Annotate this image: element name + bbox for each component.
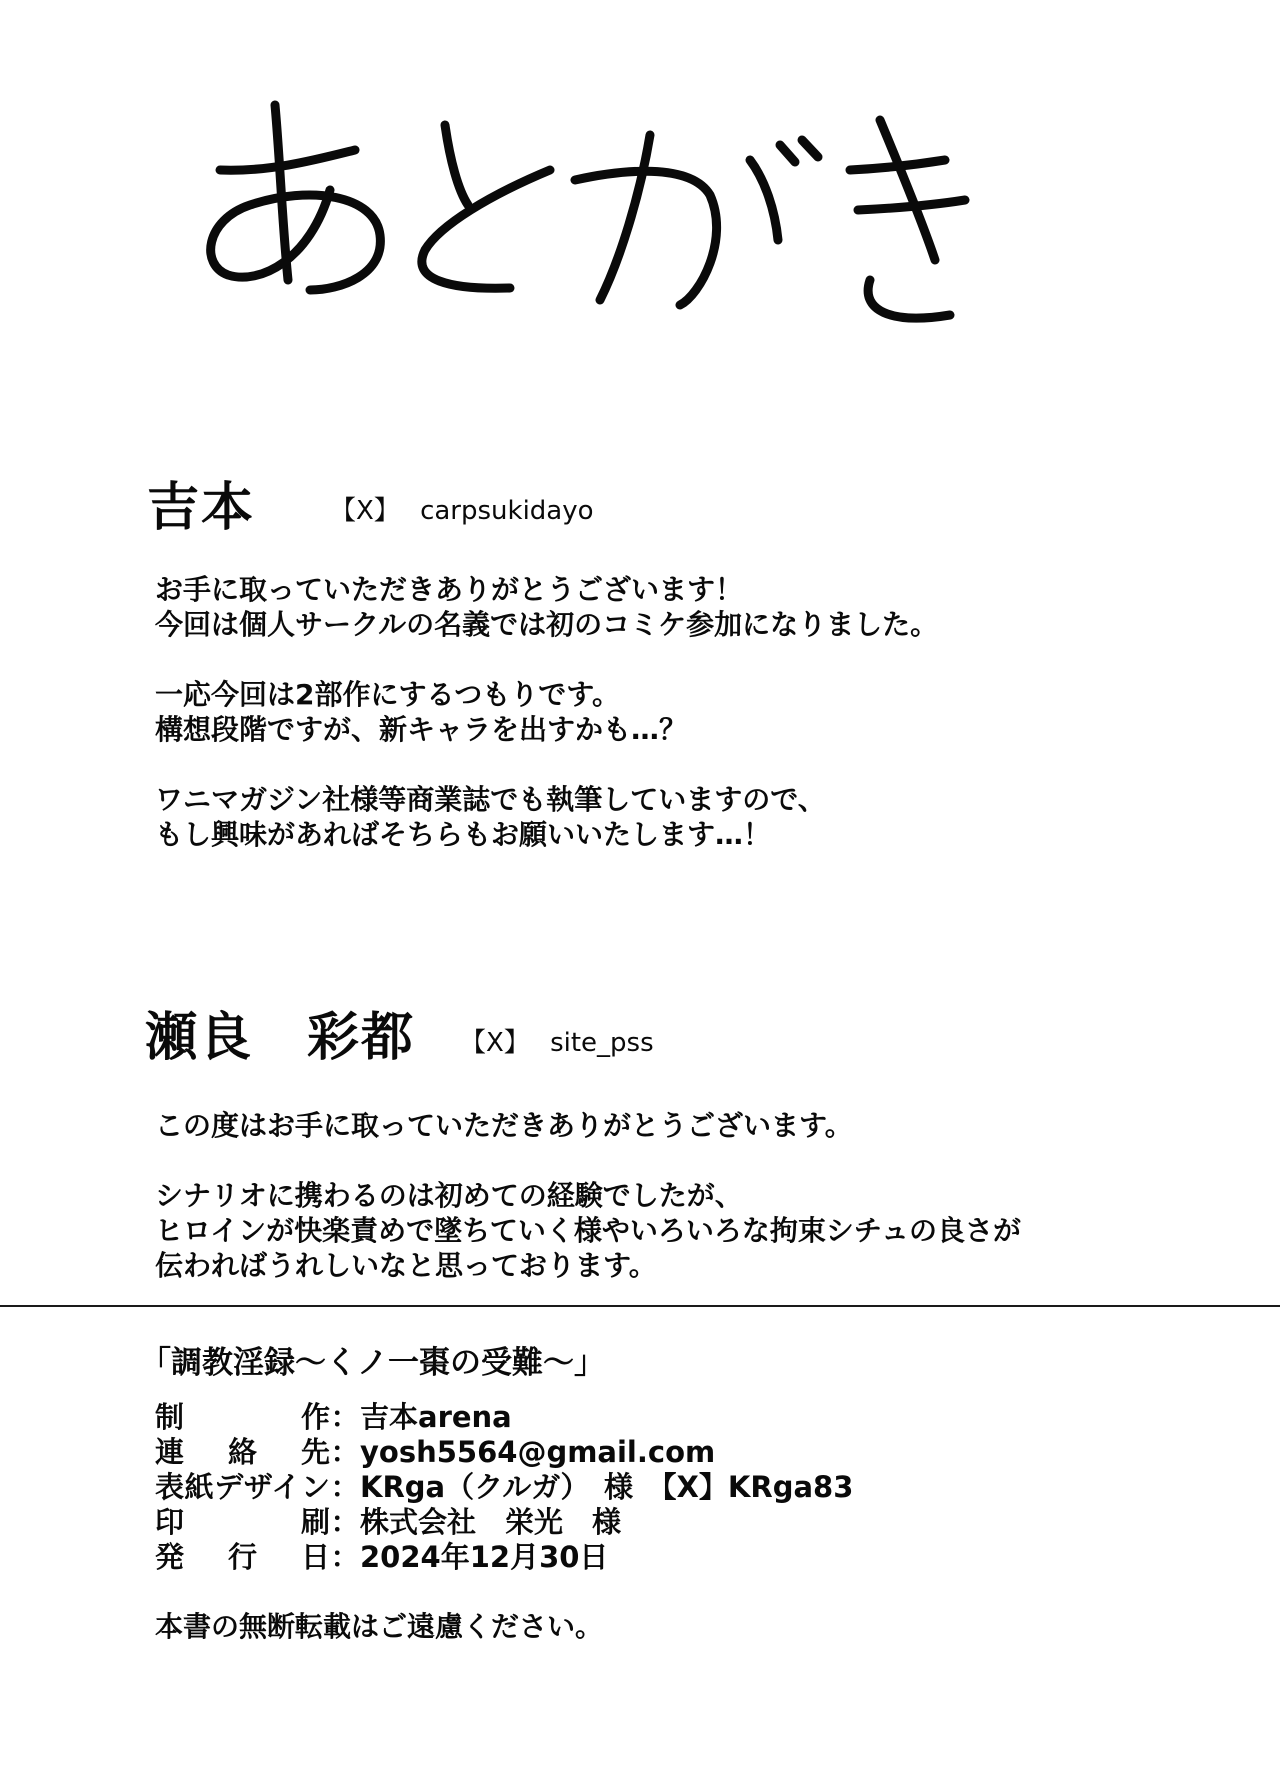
book-title: 「調教淫録〜くノ一棗の受難〜」 bbox=[140, 1345, 605, 1381]
credit-row bbox=[155, 1540, 853, 1575]
credit-label: 表紙デザイン bbox=[155, 1470, 330, 1504]
credit-colon: ： bbox=[330, 1540, 360, 1574]
credit-value: 2024年12月30日 bbox=[360, 1540, 609, 1574]
message-line: 構想段階ですが、新キャラを出すかも…？ bbox=[155, 713, 688, 746]
author-message bbox=[155, 572, 938, 852]
credits-table bbox=[155, 1400, 853, 1575]
divider bbox=[0, 1305, 1280, 1307]
credit-colon: ： bbox=[330, 1470, 360, 1504]
message-line: お手に取っていただきありがとうございます！ bbox=[155, 573, 744, 606]
x-handle: site_pss bbox=[550, 1028, 654, 1058]
credit-colon: ： bbox=[330, 1400, 360, 1434]
credit-value: 株式会社 栄光 様 bbox=[360, 1505, 622, 1539]
credit-colon: ： bbox=[330, 1435, 360, 1469]
author-name: 吉本 bbox=[147, 478, 256, 538]
credit-label: 印刷 bbox=[155, 1505, 330, 1539]
message-line: 伝わればうれしいなと思っております。 bbox=[155, 1249, 657, 1282]
author-name: 瀬良 彩都 bbox=[145, 1008, 416, 1068]
credit-label: 発行日 bbox=[155, 1540, 330, 1574]
credit-row bbox=[155, 1400, 853, 1435]
x-handle: carpsukidayo bbox=[420, 496, 594, 526]
message-line: この度はお手に取っていただきありがとうございます。 bbox=[155, 1109, 853, 1142]
social-handle bbox=[330, 490, 594, 527]
message-line: ワニマガジン社様等商業誌でも執筆していますので、 bbox=[155, 783, 826, 816]
credit-value: yosh5564@gmail.com bbox=[360, 1435, 716, 1469]
x-label: 【X】 bbox=[330, 496, 400, 526]
afterword-heading bbox=[190, 100, 1050, 400]
message-line: シナリオに携わるのは初めての経験でしたが、 bbox=[155, 1179, 743, 1212]
message-line: もし興味があればそちらもお願いいたします…！ bbox=[155, 818, 772, 851]
credit-label: 連絡先 bbox=[155, 1435, 330, 1469]
credit-row bbox=[155, 1435, 853, 1470]
message-line: ヒロインが快楽責めで墜ちていく様やいろいろな拘束シチュの良さが bbox=[155, 1214, 1022, 1247]
x-label: 【X】 bbox=[460, 1028, 530, 1058]
reprint-notice: 本書の無断転載はご遠慮ください。 bbox=[155, 1610, 604, 1643]
credit-label: 制作 bbox=[155, 1400, 330, 1434]
message-line: 一応今回は2部作にするつもりです。 bbox=[155, 678, 620, 711]
author-message bbox=[155, 1108, 1021, 1283]
credit-row bbox=[155, 1505, 853, 1540]
credit-row bbox=[155, 1470, 853, 1505]
credit-colon: ： bbox=[330, 1505, 360, 1539]
message-line: 今回は個人サークルの名義では初のコミケ参加になりました。 bbox=[155, 608, 939, 641]
credit-value: 吉本arena bbox=[360, 1400, 512, 1434]
credit-value: KRga（クルガ） 様 【X】KRga83 bbox=[360, 1470, 854, 1504]
social-handle bbox=[460, 1022, 654, 1059]
